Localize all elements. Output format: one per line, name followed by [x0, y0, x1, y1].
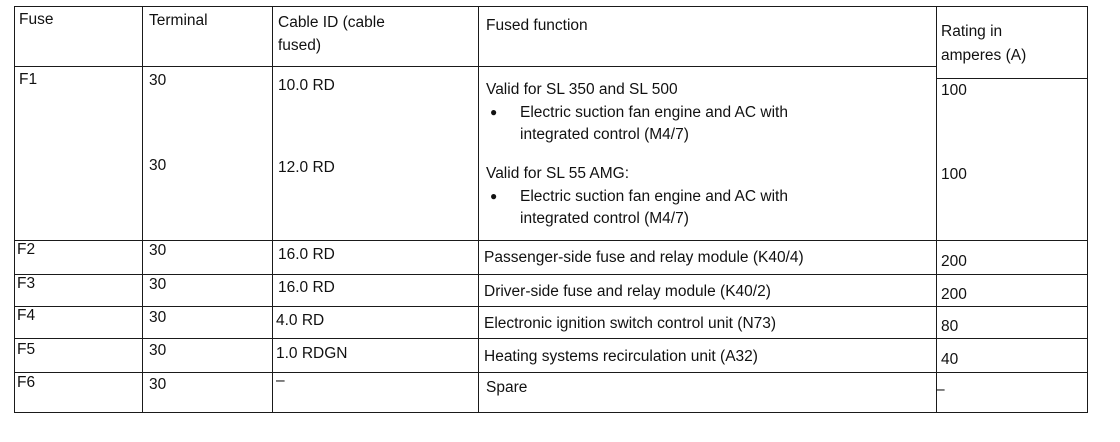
column-border-function-rating: [936, 6, 937, 413]
row-f4-bottom-border: [14, 338, 1088, 339]
fuse-cell: F6: [17, 374, 36, 391]
terminal-cell: 30: [149, 342, 167, 359]
bullet-text-line2: integrated control (M4/7): [520, 126, 689, 143]
row-f3-bottom-border: [14, 306, 1088, 307]
rating-cell: 80: [941, 318, 959, 335]
rating-cell: –: [936, 381, 945, 398]
row-f1-bottom-border: [14, 240, 1088, 241]
function-cell: Passenger-side fuse and relay module (K40/4): [484, 249, 804, 266]
header-rating-line2: amperes (A): [941, 47, 1027, 64]
function-cell: Spare: [486, 379, 528, 396]
row-f5-bottom-border: [14, 372, 1088, 373]
cable-cell: 16.0 RD: [278, 279, 335, 296]
rating-header-bottom-border: [936, 78, 1088, 79]
fuse-cell: F1: [19, 71, 38, 88]
function-title: Valid for SL 350 and SL 500: [486, 81, 678, 98]
rating-cell: 200: [941, 286, 967, 303]
terminal-cell: 30: [149, 376, 167, 393]
bullet-icon: ●: [490, 105, 498, 119]
function-bullet: [490, 186, 900, 230]
cable-cell: 16.0 RD: [278, 246, 335, 263]
row-f2-bottom-border: [14, 274, 1088, 275]
terminal-cell: 30: [149, 242, 167, 259]
terminal-cell: 30: [149, 72, 167, 89]
header-cable-id-line2: fused): [278, 37, 322, 54]
fuse-cell: F4: [17, 307, 36, 324]
column-border-left: [14, 6, 15, 413]
column-border-right: [1087, 6, 1088, 413]
rating-cell: 100: [941, 166, 967, 183]
cable-cell: 1.0 RDGN: [276, 345, 348, 362]
function-cell: Electronic ignition switch control unit (N73): [484, 315, 777, 332]
cable-cell: 10.0 RD: [278, 77, 335, 94]
cable-cell: 4.0 RD: [276, 312, 325, 329]
table-bottom-border: [14, 412, 1088, 413]
header-cable-id-line1: Cable ID (cable: [278, 14, 385, 31]
table-top-border: [14, 6, 1088, 7]
column-border-fuse-terminal: [142, 6, 143, 413]
header-fuse: Fuse: [19, 11, 54, 28]
terminal-cell: 30: [149, 157, 167, 174]
bullet-icon: ●: [490, 189, 498, 203]
fuse-cell: F5: [17, 341, 36, 358]
column-border-cable-function: [478, 6, 479, 413]
bullet-text-line1: Electric suction fan engine and AC with: [520, 188, 788, 205]
terminal-cell: 30: [149, 309, 167, 326]
function-cell: Driver-side fuse and relay module (K40/2): [484, 283, 771, 300]
function-title: Valid for SL 55 AMG:: [486, 165, 630, 182]
rating-cell: 100: [941, 82, 967, 99]
header-fused-function: Fused function: [486, 17, 588, 34]
cable-cell: –: [276, 372, 285, 389]
header-rating-line1: Rating in: [941, 23, 1003, 40]
rating-cell: 200: [941, 253, 967, 270]
fuse-table: [14, 6, 1088, 414]
bullet-text-line2: integrated control (M4/7): [520, 210, 689, 227]
bullet-text-line1: Electric suction fan engine and AC with: [520, 104, 788, 121]
rating-cell: 40: [941, 351, 959, 368]
header-terminal: Terminal: [149, 12, 208, 29]
terminal-cell: 30: [149, 276, 167, 293]
fuse-cell: F3: [17, 275, 36, 292]
cable-cell: 12.0 RD: [278, 159, 335, 176]
function-cell: Heating systems recirculation unit (A32): [484, 348, 758, 365]
column-border-terminal-cable: [272, 6, 273, 413]
fuse-cell: F2: [17, 241, 36, 258]
function-bullet: [490, 102, 900, 146]
header-bottom-border: [14, 66, 936, 67]
